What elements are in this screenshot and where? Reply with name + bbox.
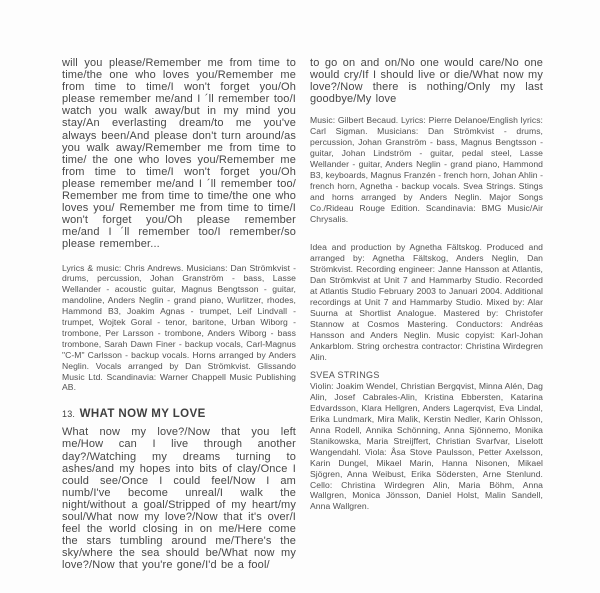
left-column (62, 57, 296, 572)
remember-me-lyrics: will you please/Remember me from time to time/the one who loves you/Remember me from time to time/I won't forget you/Oh please remember me/and I ´ll remember too/I watch you walk away/but in my mind you stay/An everlasting dream/to me you've always been/And please don't turn around/as you walk away/Remember me from time to time/ the one who loves you/Remember me from time to time/I won't forget you/Oh please remember me/and I ´ll remember too/ Remember me from time to time/the one who loves you/ Remember me from time to time/I won't forget you/Oh please remember me/and I ´ll remember too/I remember/so please remember... (62, 57, 296, 251)
production-credits: Idea and production by Agnetha Fältskog. Produced and arranged by: Agnetha Fältskog, Anders Neglin, Dan Strömkvist. Recording engineer: Janne Hansson at Atlantis, Dan Strömkvist at Unit 7 and Hammarby Studio. Recorded at Atlantis Studio February 2003 to Januari 2004. Additional recordings at Unit 7 and Hammarby Studio. Mixed by: Alar Suurna at Shortlist Analogue. Mastered by: Christofer Stannow at Cosmos Mastering. Conductors: Andréas Hansson and Anders Neglin. Music copyist: Karl-Johan Ankarblom. String orchestra contractor: Christina Wirdegren Alin. (310, 242, 543, 362)
what-now-my-love-credits: Music: Gilbert Becaud. Lyrics: Pierre Delanoe/English lyrics: Carl Sigman. Musicians: Dan Strömkvist - drums, percussion, Johan Granström - bass, Magnus Bengtsson - guitar, Johan Lindström - guitar, pedal steel, Lasse Wellander - guitar, Anders Neglin - grand piano, Hammond B3, keyboards, Magnus Franzén - french horn, Johan Ahlin - french horn, Agnetha - backup vocals. Svea Strings. Stings and horns arranged by Anders Neglin. Major Songs Co./Rideau Rouge Edition. Scandinavia: BMG Music/Air Chrysalis. (310, 115, 543, 224)
track-13-heading (62, 404, 296, 422)
svea-strings-personnel: Violin: Joakim Wendel, Christian Bergqvist, Minna Alén, Dag Alin, Josef Cabrales-Alin, Kristina Ebbersten, Katarina Edvardsson, Klara Hellgren, Anders Lagerqvist, Eva Lindal, Erika Lundmark, Mira Malik, Kerstin Nedler, Karin Ohlsson, Anna Rodell, Annika Schönning, Anna Sjönnemo, Monika Stanikowska, Maria Streijffert, Christian Svarfvar, Liselott Wangendahl. Viola: Åsa Stove Paulsson, Petter Axelsson, Karin Dungel, Mikael Marin, Hanna Nisonen, Mikael Sjögren, Anna Weibust, Erika Södersten, Arne Stenlund. Cello: Christina Wirdegren Alin, Maria Böhm, Anna Wallgren, Monica Jönsson, Daniel Holst, Malin Sandell, Anna Wallgren. (310, 381, 543, 512)
svea-strings-heading: SVEA STRINGS (310, 370, 380, 381)
what-now-my-love-lyrics-part1: What now my love?/Now that you left me/How can I live through another day?/Watching my dreams turning to ashes/and my hopes into bits of clay/Once I could see/Once I could feel/Now I am numb/I've become unreal/I walk the night/without a goal/Stripped of my heart/my soul/What now my love?/Now that it's over/I feel the world closing in on me/Here come the stars tumbling around me/There's the sky/where the sea should be/What now my love?/Now that you're gone/I'd be a fool/ (62, 426, 296, 572)
what-now-my-love-lyrics-part2: to go on and on/No one would care/No one would cry/If I should live or die/What now my love?/Now there is nothing/Only my last goodbye/My love (310, 57, 543, 106)
remember-me-credits: Lyrics & music: Chris Andrews. Musicians: Dan Strömkvist - drums, percussion, Johan Granström - bass, Lasse Wellander - acoustic guitar, Magnus Bengtsson - guitar, mandoline, Anders Neglin - grand piano, Wurlitzer, rhodes, Hammond B3, Joakim Agnas - trumpet, Leif Lindvall - trumpet, Wojtek Goral - tenor, baritone, Urban Wiborg - trombone, Per Larsson - trombone, Anders Wiborg - bass trombone, Sarah Dawn Finer - backup vocals, Carl-Magnus "C-M" Carlsson - backup vocals. Horns arranged by Anders Neglin. Vocals arranged by Dan Strömkvist. Glissando Music Ltd. Scandinavia: Warner Chappell Music Publishing AB. (62, 262, 296, 393)
track-title: WHAT NOW MY LOVE (79, 408, 206, 421)
right-column (310, 57, 543, 512)
track-number: 13. (62, 409, 76, 420)
